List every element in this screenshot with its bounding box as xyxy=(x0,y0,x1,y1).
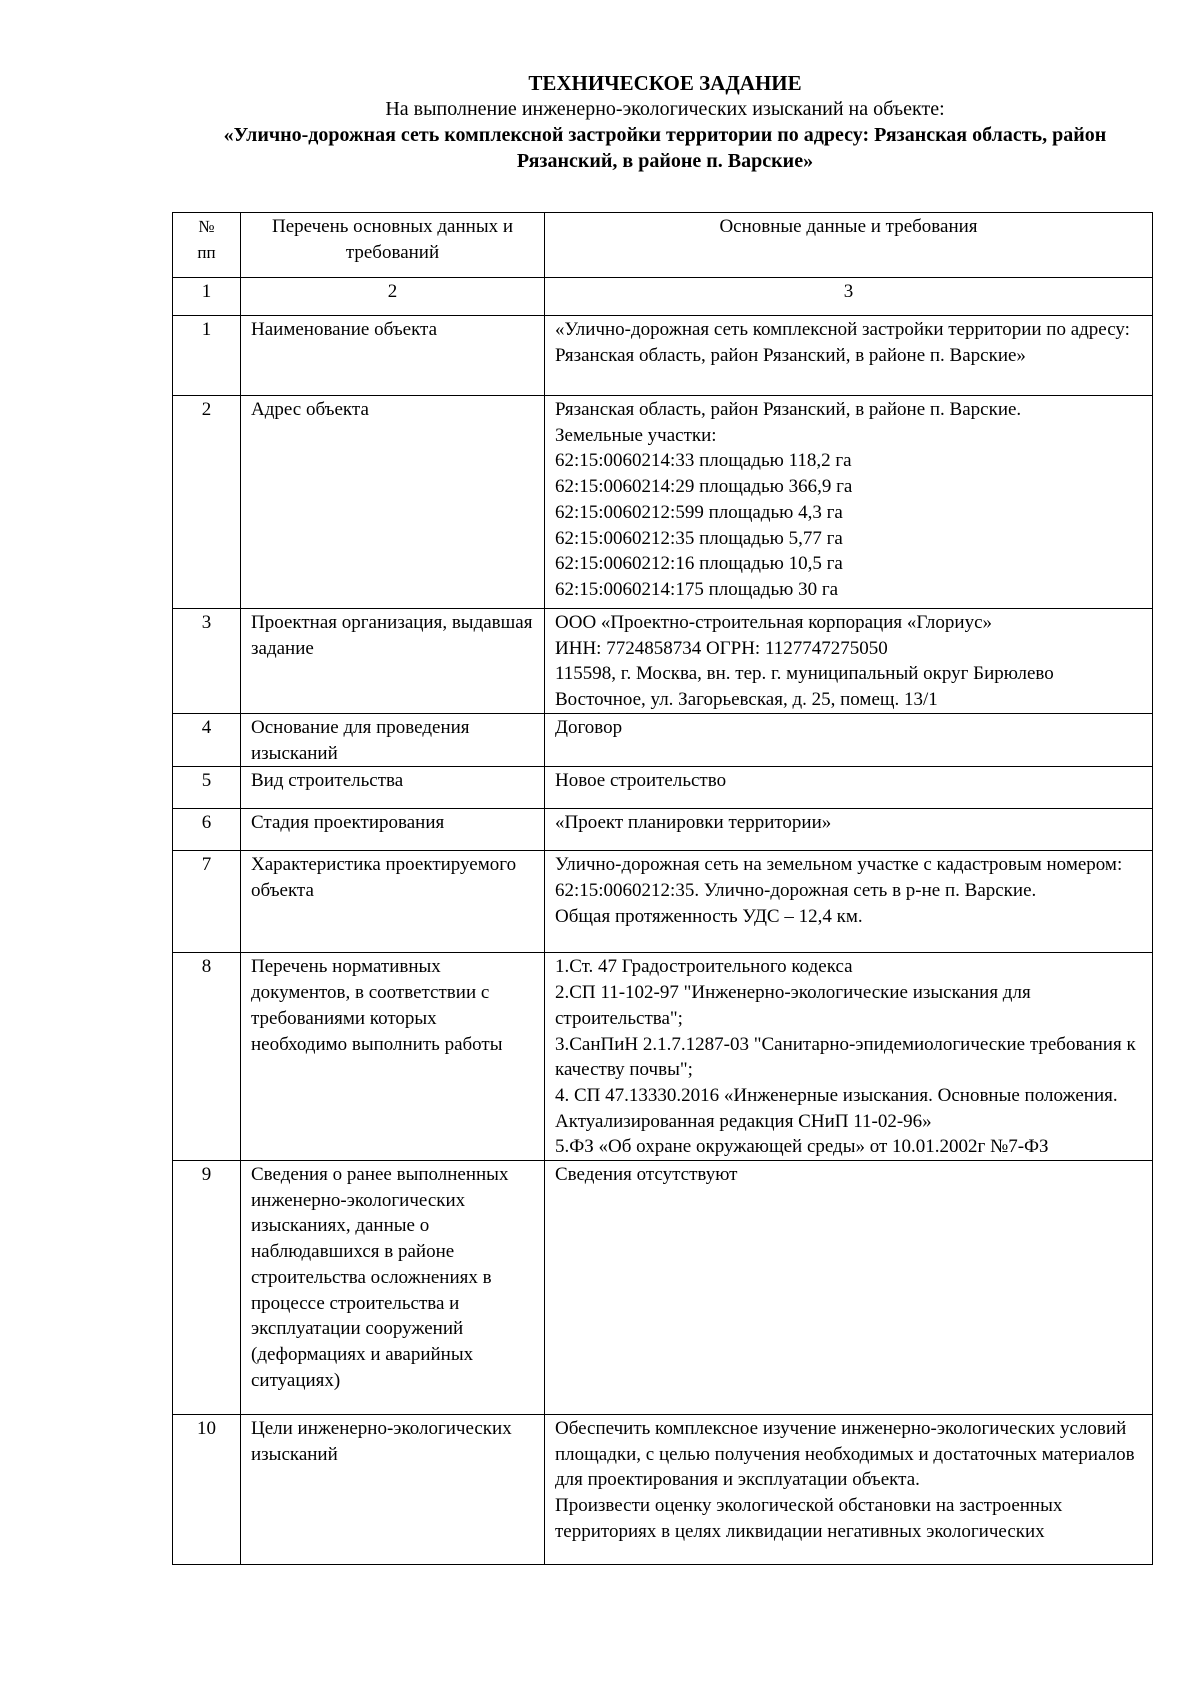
row-number: 9 xyxy=(173,1161,241,1415)
row-number: 4 xyxy=(173,714,241,767)
header-number xyxy=(173,213,241,278)
value-line: ООО «Проектно-строительная корпорация «Глориус» xyxy=(555,612,993,633)
index-col-3: 3 xyxy=(545,278,1153,316)
header-list: Перечень основных данных и требований xyxy=(241,213,545,278)
table-index-row xyxy=(173,278,1153,316)
value-line: Общая протяженность УДС – 12,4 км. xyxy=(555,905,863,927)
document-title: ТЕХНИЧЕСКОЕ ЗАДАНИЕ xyxy=(528,71,802,95)
row-requirement-name: Проектная организация, выдавшая задание xyxy=(241,609,545,714)
header-number-sign: № xyxy=(198,217,215,236)
value-line: «Улично-дорожная сеть комплексной застройки территории по адресу: Рязанская область, район Рязанский, в районе п. Варские» xyxy=(555,319,1130,366)
table-row xyxy=(173,1161,1153,1415)
value-line: «Проект планировки территории» xyxy=(555,812,832,834)
value-line: 62:15:0060214:33 площадью 118,2 га xyxy=(555,450,852,472)
value-line: 2.СП 11-102-97 "Инженерно-экологические изыскания для строительства"; xyxy=(555,982,1031,1029)
table-row xyxy=(173,396,1153,609)
row-requirement-name: Стадия проектирования xyxy=(241,809,545,851)
row-number: 10 xyxy=(173,1415,241,1565)
row-number: 8 xyxy=(173,953,241,1161)
row-requirement-value xyxy=(545,714,1153,767)
object-name-line-2: Рязанский, в районе п. Варские» xyxy=(516,150,814,172)
table-row xyxy=(173,714,1153,767)
row-requirement-name: Сведения о ранее выполненных инженерно-экологических изысканиях, данные о наблюдавшихся в районе строительства осложнениях в процессе строительства и эксплуатации сооружений (деформациях и аварийных ситуациях) xyxy=(241,1161,545,1415)
value-line: Произвести оценку экологической обстановки на застроенных территориях в целях ликвидации негативных экологических xyxy=(555,1495,1063,1542)
table-row xyxy=(173,809,1153,851)
header-number-pp: пп xyxy=(197,243,216,262)
value-line: 62:15:0060212:599 площадью 4,3 га xyxy=(555,501,843,523)
row-requirement-value xyxy=(545,316,1153,396)
value-line: Новое строительство xyxy=(555,770,727,792)
value-line: Договор xyxy=(555,717,623,738)
row-requirement-name: Адрес объекта xyxy=(241,396,545,609)
object-name-line-1: «Улично-дорожная сеть комплексной застройки территории по адресу: Рязанская область, район xyxy=(223,124,1107,146)
header-data: Основные данные и требования xyxy=(545,213,1153,278)
row-number: 7 xyxy=(173,851,241,953)
table-row xyxy=(173,316,1153,396)
table-row xyxy=(173,953,1153,1161)
row-number: 5 xyxy=(173,767,241,809)
row-requirement-value xyxy=(545,767,1153,809)
row-number: 6 xyxy=(173,809,241,851)
row-requirement-value xyxy=(545,953,1153,1161)
row-requirement-name: Перечень нормативных документов, в соответствии с требованиями которых необходимо выполнить работы xyxy=(241,953,545,1161)
row-requirement-value xyxy=(545,1161,1153,1415)
value-line: ИНН: 7724858734 ОГРН: 1127747275050 xyxy=(555,637,888,659)
row-requirement-name: Вид строительства xyxy=(241,767,545,809)
row-requirement-value xyxy=(545,809,1153,851)
row-requirement-value xyxy=(545,396,1153,609)
value-line: Рязанская область, район Рязанский, в районе п. Варские. xyxy=(555,399,1022,420)
value-line: 3.СанПиН 2.1.7.1287-03 "Санитарно-эпидемиологические требования к качеству почвы"; xyxy=(555,1033,1136,1081)
value-line: Земельные участки: xyxy=(555,424,717,446)
row-requirement-value xyxy=(545,851,1153,953)
value-line: 62:15:0060214:175 площадью 30 га xyxy=(555,578,839,600)
requirements-table xyxy=(172,212,1153,1565)
row-requirement-value xyxy=(545,1415,1153,1565)
row-requirement-name: Характеристика проектируемого объекта xyxy=(241,851,545,953)
row-requirement-name: Основание для проведения изысканий xyxy=(241,714,545,767)
value-line: Обеспечить комплексное изучение инженерно-экологических условий площадки, с целью получения необходимых и достаточных материалов для проектирования и эксплуатации объекта. xyxy=(555,1418,1135,1491)
table-row xyxy=(173,1415,1153,1565)
document-subtitle: На выполнение инженерно-экологических изысканий на объекте: xyxy=(385,98,945,120)
row-requirement-value xyxy=(545,609,1153,714)
value-line: 115598, г. Москва, вн. тер. г. муниципальный округ Бирюлево Восточное, ул. Загорьевская, д. 25, помещ. 13/1 xyxy=(555,663,1054,711)
table-header-row xyxy=(173,213,1153,278)
value-line: 62:15:0060212:35 площадью 5,77 га xyxy=(555,527,843,549)
document-header xyxy=(170,70,1160,174)
index-col-2: 2 xyxy=(241,278,545,316)
value-line: 4. СП 47.13330.2016 «Инженерные изыскания. Основные положения. Актуализированная редакция СНиП 11-02-96» xyxy=(555,1084,1118,1132)
index-col-1: 1 xyxy=(173,278,241,316)
row-number: 1 xyxy=(173,316,241,396)
value-line: Улично-дорожная сеть на земельном участке с кадастровым номером: 62:15:0060212:35. Улично-дорожная сеть в р-не п. Варские. xyxy=(555,854,1123,902)
table-row xyxy=(173,767,1153,809)
value-line: 1.Ст. 47 Градостроительного кодекса xyxy=(555,956,853,978)
row-number: 2 xyxy=(173,396,241,609)
value-line: 5.ФЗ «Об охране окружающей среды» от 10.01.2002г №7-ФЗ xyxy=(555,1136,1049,1158)
row-requirement-name: Цели инженерно-экологических изысканий xyxy=(241,1415,545,1565)
value-line: Сведения отсутствуют xyxy=(555,1164,738,1186)
table-row xyxy=(173,851,1153,953)
row-requirement-name: Наименование объекта xyxy=(241,316,545,396)
value-line: 62:15:0060212:16 площадью 10,5 га xyxy=(555,553,843,575)
table-row xyxy=(173,609,1153,714)
value-line: 62:15:0060214:29 площадью 366,9 га xyxy=(555,476,853,498)
row-number: 3 xyxy=(173,609,241,714)
